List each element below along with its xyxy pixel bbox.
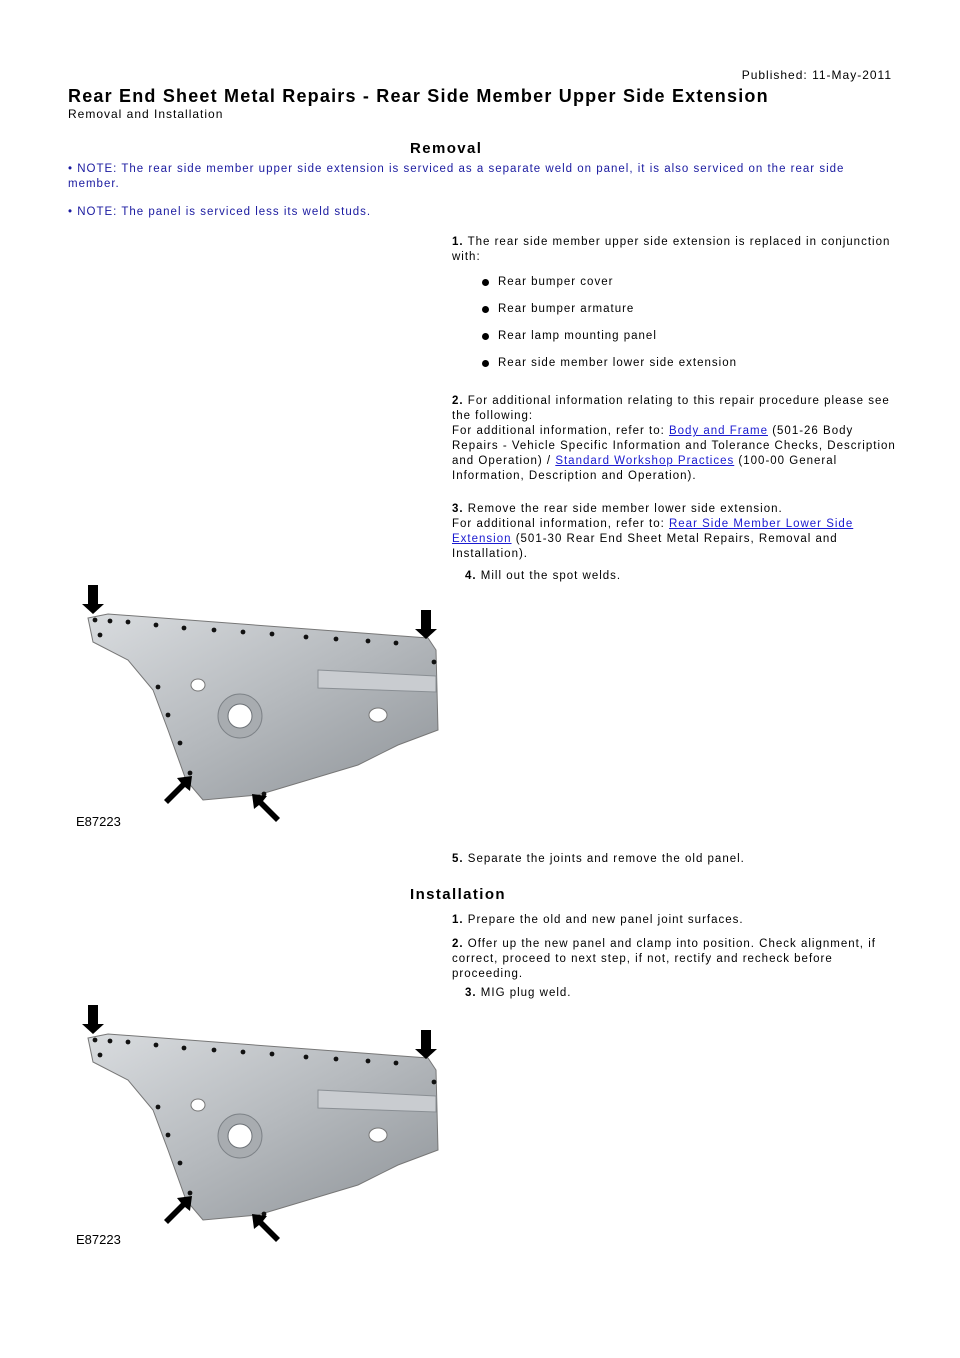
installation-step-1 [452,913,902,928]
installation-figure [68,1000,448,1260]
list-item: Rear bumper cover [452,275,902,302]
page-title: Rear End Sheet Metal Repairs - Rear Side Member Upper Side Extension [68,86,769,106]
note-1: • NOTE: The rear side member upper side extension is serviced as a separate weld on panel, it is also serviced on the rear side member. [68,163,845,190]
step-number: 1. [452,236,464,248]
panel-illustration [68,580,448,840]
rear-side-member-lower-side-extension-link[interactable]: Rear Side Member Lower Side Extension [452,518,854,545]
removal-step-2: 2. For additional information relating to this repair procedure please see the following: For additional information, refer to: Body and Frame (501-26 Body Repairs - Vehicle Specific Information and Tolerance Checks, Description and Operation) / Standard Workshop Practices (100-00 General Information, Description and Operation). [452,395,896,482]
step-number: 3. [465,987,477,999]
list-item: Rear side member lower side extension [452,356,902,383]
removal-figure [68,580,448,840]
standard-workshop-practices-link[interactable]: Standard Workshop Practices [555,455,735,467]
removal-step-3: 3. Remove the rear side member lower side extension. For additional information, refer to: Rear Side Member Lower Side Extension (501-30 Rear End Sheet Metal Repairs, Removal and Installation). [452,503,854,560]
removal-heading: Removal [410,140,483,157]
step-number: 2. [452,938,464,950]
step-number: 1. [452,914,464,926]
installation-heading: Installation [410,886,506,903]
bullet-icon [482,279,489,286]
bullet-icon [482,360,489,367]
step-text: MIG plug weld. [480,987,572,999]
list-item: Rear bumper armature [452,302,902,329]
removal-step-5 [452,852,902,867]
installation-step-2 [452,937,902,982]
removal-step-1 [452,235,902,383]
figure-label: E87223 [76,814,121,829]
step-text: Offer up the new panel and clamp into position. Check alignment, if correct, proceed to next step, if not, rectify and recheck before proceeding. [452,938,876,980]
bullet-list [452,275,902,383]
step-number: 2. [452,395,464,407]
step-text: Prepare the old and new panel joint surfaces. [467,914,744,926]
step-number: 3. [452,503,464,515]
step-number: 4. [465,570,477,582]
removal-step-4 [465,569,915,584]
step-text: For additional information relating to this repair procedure please see the following: [452,395,890,422]
note-2: • NOTE: The panel is serviced less its weld studs. [68,206,372,218]
body-and-frame-link[interactable]: Body and Frame [668,425,768,437]
figure-label: E87223 [76,1232,121,1247]
bullet-icon [482,306,489,313]
list-item: Rear lamp mounting panel [452,329,902,356]
panel-illustration [68,1000,448,1260]
step-text: The rear side member upper side extension is replaced in conjunction with: [452,236,891,263]
step-text: Remove the rear side member lower side extension. [467,503,783,515]
step-text: Mill out the spot welds. [480,570,622,582]
page-subtitle: Removal and Installation [68,107,224,121]
bullet-icon [482,333,489,340]
installation-step-3 [465,986,915,1001]
published-date: Published: 11-May-2011 [741,68,892,82]
step-number: 5. [452,853,464,865]
step-text: Separate the joints and remove the old panel. [467,853,745,865]
